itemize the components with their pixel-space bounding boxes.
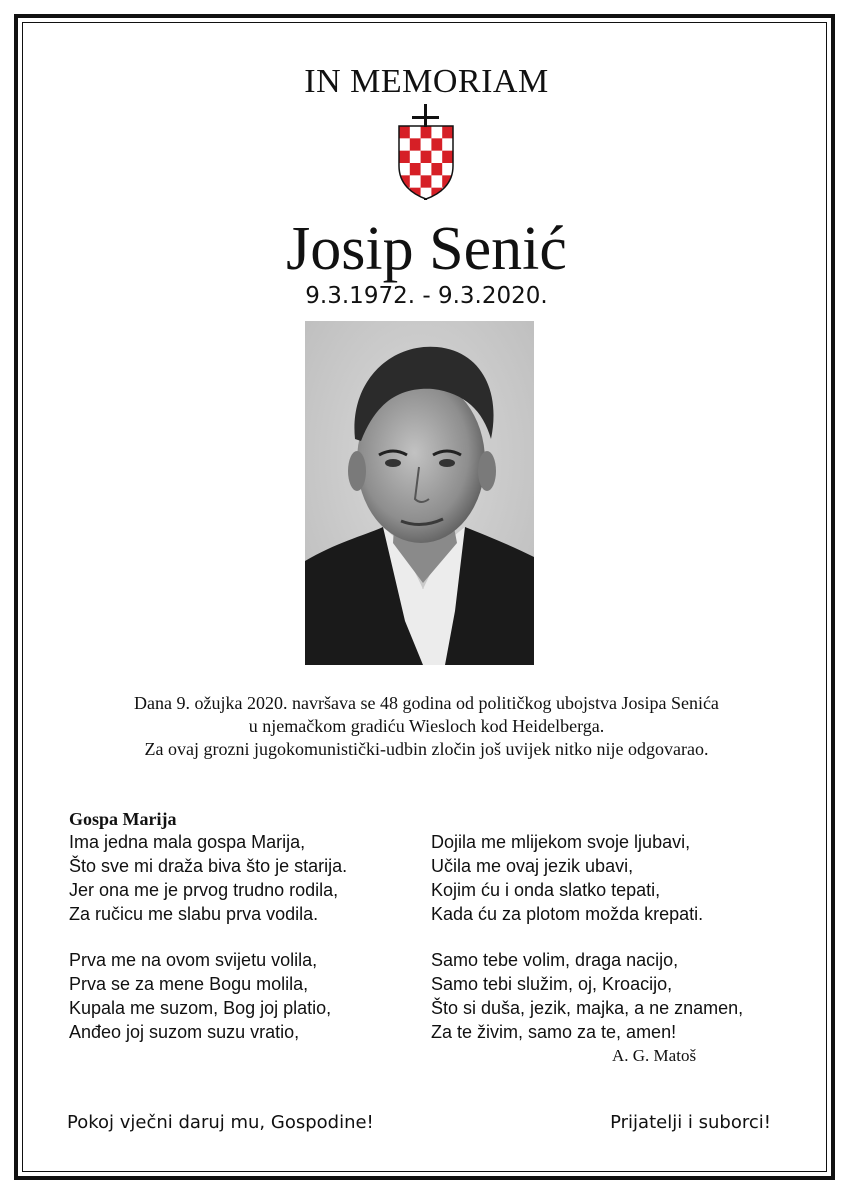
crest-icon <box>394 104 458 202</box>
portrait-photo <box>305 321 534 665</box>
poem-left-column <box>69 830 347 1044</box>
poem-line: Kupala me suzom, Bog joj platio, <box>69 998 332 1018</box>
memorial-line-1: Dana 9. ožujka 2020. navršava se 48 godina od političkog ubojstva Josipa Senića <box>134 693 719 713</box>
page-title: IN MEMORIAM <box>304 63 549 100</box>
poem-line: Samo tebe volim, draga nacijo, <box>431 950 679 970</box>
poem-line: Učila me ovaj jezik ubavi, <box>431 856 634 876</box>
poem-line: Što si duša, jezik, majka, a ne znamen, <box>431 998 744 1018</box>
footer-signature: Prijatelji i suborci! <box>610 1112 771 1133</box>
poem-line: Samo tebi služim, oj, Kroacijo, <box>431 974 673 994</box>
memorial-line-2: u njemačkom gradiću Wiesloch kod Heidelberga. <box>248 716 605 736</box>
poem-line: Za te živim, samo za te, amen! <box>431 1022 677 1042</box>
poem-line: Anđeo joj suzom suzu vratio, <box>69 1022 300 1042</box>
poem-line: Kojim ću i onda slatko tepati, <box>431 880 661 900</box>
poem-line: Kada ću za plotom možda krepati. <box>431 904 704 924</box>
poem-line: Za ručicu me slabu prva vodila. <box>69 904 319 924</box>
footer-prayer: Pokoj vječni daruj mu, Gospodine! <box>67 1112 374 1133</box>
poem-line: Ima jedna mala gospa Marija, <box>69 832 306 852</box>
poem-line: Dojila me mlijekom svoje ljubavi, <box>431 832 691 852</box>
life-dates: 9.3.1972. - 9.3.2020. <box>305 283 548 309</box>
poem-line: Prva se za mene Bogu molila, <box>69 974 309 994</box>
poem-title: Gospa Marija <box>69 809 177 829</box>
poem-line: Jer ona me je prvog trudno rodila, <box>69 880 339 900</box>
poem-line: Prva me na ovom svijetu volila, <box>69 950 318 970</box>
poem-right-column <box>431 830 743 1044</box>
memorial-line-3: Za ovaj grozni jugokomunistički-udbin zločin još uvijek nitko nije odgovarao. <box>144 739 709 759</box>
poem-author: A. G. Matoš <box>612 1046 697 1065</box>
deceased-name: Josip Senić <box>286 215 567 283</box>
memorial-text <box>40 692 813 761</box>
poem-line: Što sve mi draža biva što je starija. <box>69 856 348 876</box>
